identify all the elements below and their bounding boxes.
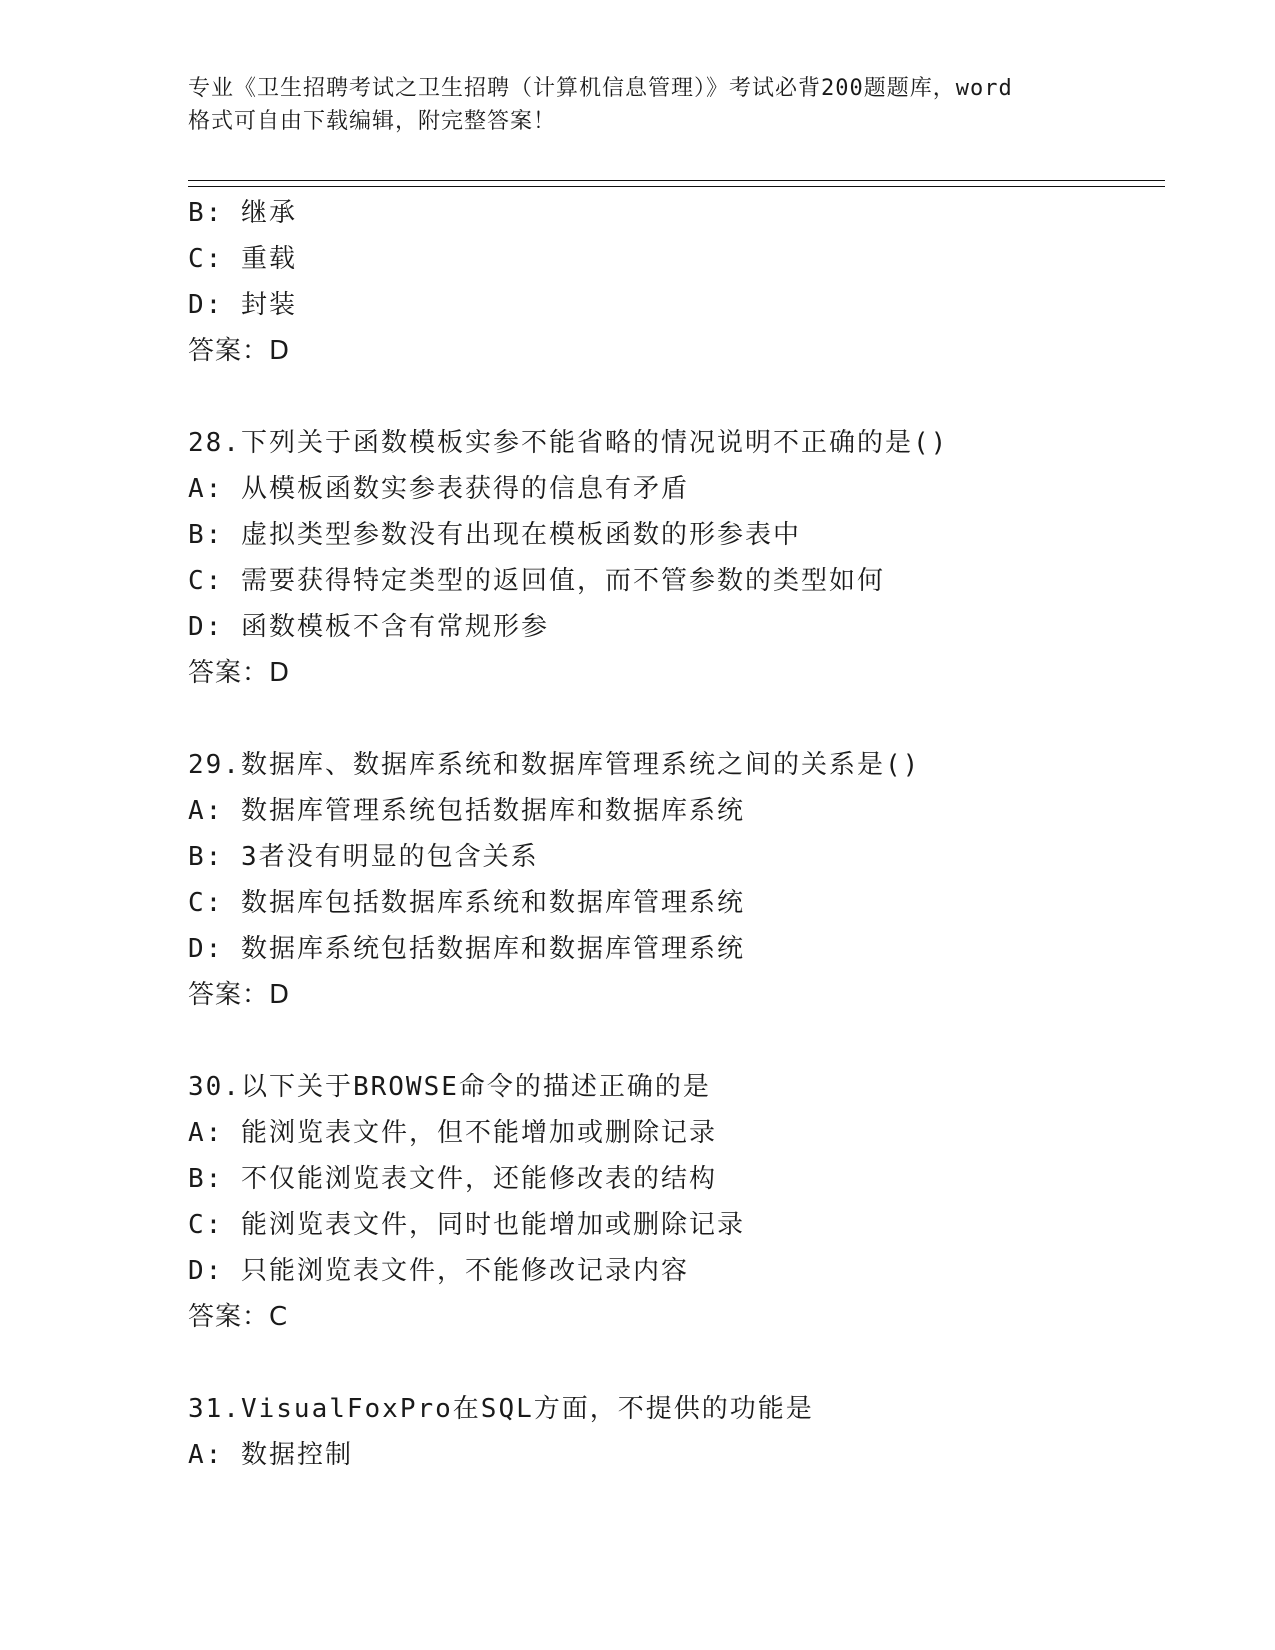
option-d: D: 只能浏览表文件，不能修改记录内容 [188, 1256, 689, 1286]
question-31 [188, 1386, 1168, 1478]
option-a: A: 数据控制 [188, 1440, 353, 1470]
question-stem: 30.以下关于BROWSE命令的描述正确的是 [188, 1072, 711, 1102]
option-a: A: 能浏览表文件，但不能增加或删除记录 [188, 1118, 717, 1148]
option-d: D: 函数模板不含有常规形参 [188, 612, 549, 642]
option-c: C: 重载 [188, 244, 297, 274]
answer-label: 答案：D [188, 658, 291, 688]
option-c: C: 需要获得特定类型的返回值，而不管参数的类型如何 [188, 566, 885, 596]
question-30 [188, 1064, 1168, 1340]
answer-label: 答案：D [188, 980, 291, 1010]
document-header [188, 72, 1128, 138]
header-divider-top [188, 180, 1165, 181]
option-b: B: 3者没有明显的包含关系 [188, 842, 539, 872]
header-divider-bottom [188, 186, 1165, 187]
option-a: A: 数据库管理系统包括数据库和数据库系统 [188, 796, 745, 826]
question-29 [188, 742, 1168, 1018]
spacer [188, 1340, 1168, 1386]
option-d: D: 封装 [188, 290, 297, 320]
option-c: C: 数据库包括数据库系统和数据库管理系统 [188, 888, 745, 918]
option-d: D: 数据库系统包括数据库和数据库管理系统 [188, 934, 745, 964]
answer-label: 答案：C [188, 1302, 289, 1332]
question-stem: 31.VisualFoxPro在SQL方面，不提供的功能是 [188, 1394, 814, 1424]
question-stem: 28.下列关于函数模板实参不能省略的情况说明不正确的是() [188, 428, 949, 458]
spacer [188, 696, 1168, 742]
header-line-1: 专业《卫生招聘考试之卫生招聘（计算机信息管理）》考试必背200题题库，word [188, 76, 1013, 101]
answer-label: 答案：D [188, 336, 291, 366]
spacer [188, 1018, 1168, 1064]
option-a: A: 从模板函数实参表获得的信息有矛盾 [188, 474, 689, 504]
option-b: B: 继承 [188, 198, 297, 228]
option-c: C: 能浏览表文件，同时也能增加或删除记录 [188, 1210, 745, 1240]
question-stem: 29.数据库、数据库系统和数据库管理系统之间的关系是() [188, 750, 921, 780]
spacer [188, 374, 1168, 420]
header-line-2: 格式可自由下载编辑，附完整答案！ [188, 109, 557, 134]
question-27-continued [188, 190, 1168, 374]
option-b: B: 虚拟类型参数没有出现在模板函数的形参表中 [188, 520, 801, 550]
question-28 [188, 420, 1168, 696]
question-list [188, 190, 1168, 1478]
option-b: B: 不仅能浏览表文件，还能修改表的结构 [188, 1164, 717, 1194]
